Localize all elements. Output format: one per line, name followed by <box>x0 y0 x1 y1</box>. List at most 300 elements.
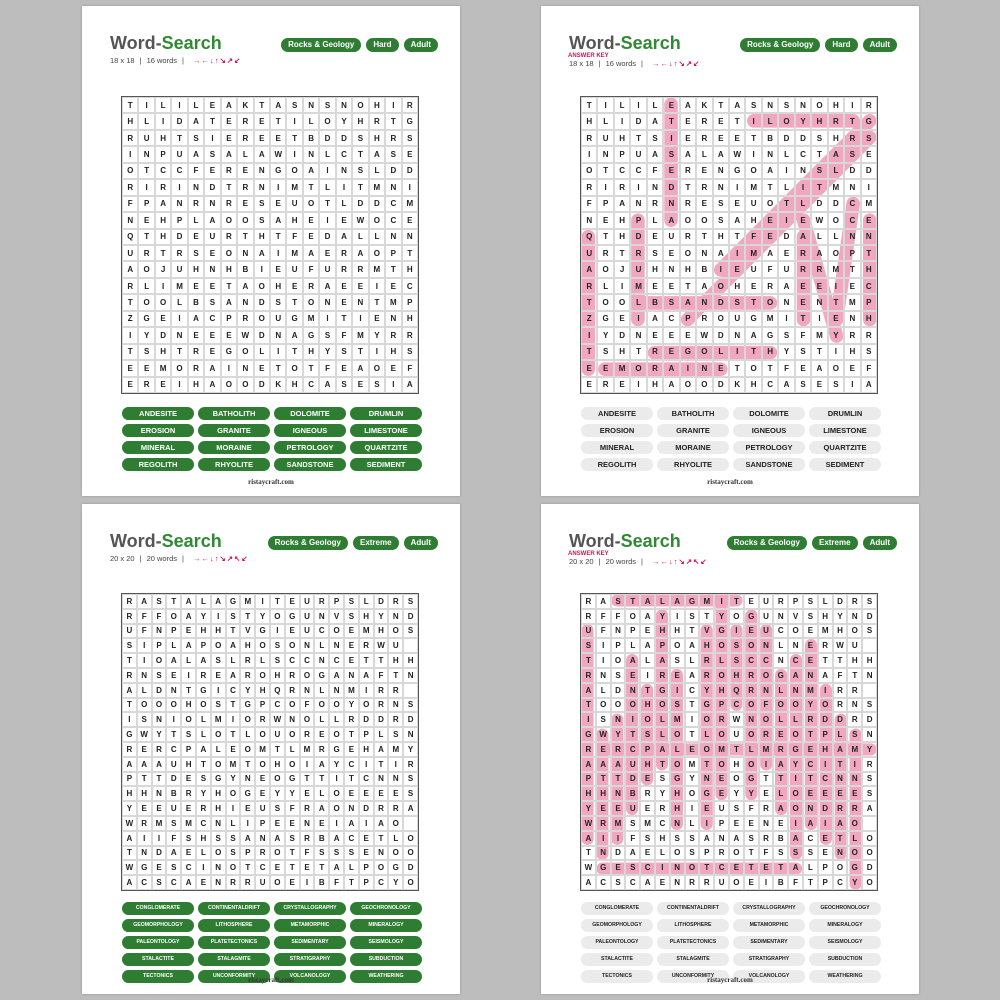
grid-cell: R <box>759 727 774 742</box>
grid-cell: L <box>640 653 655 668</box>
grid-cell: O <box>285 757 300 772</box>
grid-cell: E <box>352 278 368 294</box>
grid-cell: F <box>596 624 611 639</box>
grid-cell: R <box>795 261 811 277</box>
grid-cell: H <box>122 786 137 801</box>
grid-cell: O <box>286 163 302 179</box>
grid-cell: H <box>402 311 418 327</box>
grid-cell: T <box>171 344 187 360</box>
grid-cell: E <box>344 786 359 801</box>
grid-cell: A <box>663 212 679 228</box>
grid-cell: O <box>285 727 300 742</box>
grid-cell: L <box>388 831 403 846</box>
grid-cell: S <box>188 245 204 261</box>
grid-cell: T <box>303 179 319 195</box>
grid-cell: E <box>625 668 640 683</box>
grid-cell: H <box>655 831 670 846</box>
grid-cell: O <box>388 624 403 639</box>
grid-cell: L <box>744 742 759 757</box>
grid-cell: M <box>286 245 302 261</box>
grid-cell: T <box>344 772 359 787</box>
grid-cell: I <box>597 179 613 195</box>
grid-cell: O <box>171 360 187 376</box>
grid-cell: A <box>640 875 655 890</box>
grid-cell: U <box>300 609 315 624</box>
grid-cell: N <box>759 683 774 698</box>
grid-cell: E <box>614 377 630 393</box>
grid-cell: M <box>847 742 862 757</box>
grid-cell: I <box>778 163 794 179</box>
grid-cell: D <box>611 846 626 861</box>
grid-cell: E <box>614 311 630 327</box>
grid-cell: F <box>374 668 389 683</box>
grid-cell: Y <box>374 609 389 624</box>
grid-cell: R <box>795 245 811 261</box>
grid-cell: N <box>625 683 640 698</box>
grid-cell: E <box>795 212 811 228</box>
grid-cell: I <box>581 327 597 343</box>
grid-cell: S <box>319 97 335 113</box>
grid-cell: W <box>729 146 745 162</box>
grid-cell: U <box>166 757 181 772</box>
grid-cell: A <box>374 742 389 757</box>
grid-cell: E <box>811 278 827 294</box>
grid-cell: A <box>680 97 696 113</box>
grid-cell: I <box>596 831 611 846</box>
grid-cell: C <box>374 875 389 890</box>
grid-cell: L <box>166 638 181 653</box>
grid-cell: N <box>237 294 253 310</box>
grid-cell: H <box>811 113 827 129</box>
grid-cell: E <box>285 624 300 639</box>
grid-cell: E <box>181 846 196 861</box>
grid-cell: S <box>196 772 211 787</box>
grid-cell: T <box>581 698 596 713</box>
grid-cell: W <box>374 638 389 653</box>
grid-cell: S <box>663 146 679 162</box>
word-pill: CRYSTALLOGRAPHY <box>733 902 805 915</box>
grid-cell: T <box>778 196 794 212</box>
grid-cell: I <box>211 609 226 624</box>
grid-cell: O <box>729 846 744 861</box>
grid-cell: R <box>138 245 154 261</box>
grid-cell: A <box>640 638 655 653</box>
grid-cell: N <box>861 229 877 245</box>
grid-cell: O <box>745 360 761 376</box>
grid-cell: B <box>237 261 253 277</box>
grid-cell: O <box>285 698 300 713</box>
grid-cell: P <box>818 860 833 875</box>
grid-cell: U <box>581 624 596 639</box>
grid-cell: T <box>581 294 597 310</box>
grid-cell: T <box>122 698 137 713</box>
grid-cell: S <box>713 196 729 212</box>
grid-cell: O <box>122 163 138 179</box>
grid-cell: S <box>625 816 640 831</box>
grid-cell: T <box>402 245 418 261</box>
grid-cell: N <box>696 294 712 310</box>
word-pill: MORAINE <box>657 441 729 454</box>
grid-cell: C <box>303 377 319 393</box>
grid-cell: O <box>828 360 844 376</box>
grid-cell: A <box>581 683 596 698</box>
grid-cell: N <box>862 727 877 742</box>
grid-cell: E <box>270 261 286 277</box>
grid-cell: N <box>713 179 729 195</box>
grid-cell: V <box>699 624 714 639</box>
grid-cell: E <box>581 360 597 376</box>
grid-cell: N <box>152 786 167 801</box>
grid-cell: N <box>611 712 626 727</box>
grid-cell: A <box>314 801 329 816</box>
site-footer: ristaycraft.com <box>707 976 753 984</box>
grid-cell: N <box>211 860 226 875</box>
grid-cell: T <box>803 772 818 787</box>
grid-cell: F <box>581 196 597 212</box>
grid-cell: E <box>314 727 329 742</box>
grid-cell: T <box>828 294 844 310</box>
grid-cell: W <box>137 727 152 742</box>
grid-cell: O <box>240 712 255 727</box>
grid-cell: S <box>226 831 241 846</box>
grid-cell: R <box>255 712 270 727</box>
grid-cell: I <box>137 638 152 653</box>
grid-cell: R <box>696 311 712 327</box>
grid-cell: E <box>303 229 319 245</box>
grid-cell: I <box>778 212 794 228</box>
grid-cell: D <box>385 163 401 179</box>
grid-cell: N <box>152 712 167 727</box>
grid-cell: A <box>596 757 611 772</box>
grid-cell: E <box>713 130 729 146</box>
grid-cell: O <box>226 786 241 801</box>
grid-cell: L <box>596 683 611 698</box>
grid-cell: R <box>811 261 827 277</box>
grid-cell: D <box>614 327 630 343</box>
grid-cell: A <box>196 742 211 757</box>
grid-cell: C <box>385 212 401 228</box>
grid-cell: E <box>254 113 270 129</box>
grid-cell: S <box>663 294 679 310</box>
grid-cell: I <box>729 624 744 639</box>
grid-cell: A <box>788 831 803 846</box>
grid-cell: L <box>655 594 670 609</box>
word-pill: SEDIMENT <box>809 458 881 471</box>
grid-cell: H <box>614 212 630 228</box>
grid-cell: O <box>713 311 729 327</box>
grid-cell: H <box>655 624 670 639</box>
grid-cell: P <box>699 846 714 861</box>
grid-cell: T <box>729 742 744 757</box>
grid-cell: C <box>344 757 359 772</box>
grid-cell: N <box>699 772 714 787</box>
grid-cell: L <box>344 860 359 875</box>
grid-cell: T <box>359 653 374 668</box>
grid-cell: D <box>833 594 848 609</box>
grid-cell: S <box>204 146 220 162</box>
grid-cell: U <box>204 229 220 245</box>
grid-cell: N <box>204 196 220 212</box>
grid-cell: N <box>388 609 403 624</box>
grid-cell: Y <box>714 609 729 624</box>
grid-cell: P <box>255 698 270 713</box>
word-pill: STALACTITE <box>122 953 194 966</box>
grid-cell: F <box>759 846 774 861</box>
grid-cell: L <box>314 683 329 698</box>
grid-cell: D <box>166 772 181 787</box>
grid-cell: F <box>300 698 315 713</box>
grid-cell: W <box>237 327 253 343</box>
grid-cell: T <box>744 846 759 861</box>
grid-cell: S <box>314 846 329 861</box>
grid-cell: Y <box>240 683 255 698</box>
grid-cell: S <box>352 163 368 179</box>
grid-cell: W <box>270 146 286 162</box>
grid-cell: R <box>152 742 167 757</box>
grid-cell: O <box>759 712 774 727</box>
grid-cell: E <box>773 727 788 742</box>
grid-cell: H <box>647 261 663 277</box>
grid-cell: Q <box>122 229 138 245</box>
grid-cell: D <box>155 327 171 343</box>
grid-cell: B <box>773 831 788 846</box>
grid-cell: H <box>155 229 171 245</box>
grid-cell: S <box>611 875 626 890</box>
grid-cell: R <box>314 742 329 757</box>
grid-cell: I <box>286 146 302 162</box>
grid-cell: U <box>745 196 761 212</box>
grid-cell: I <box>699 816 714 831</box>
grid-cell: L <box>714 653 729 668</box>
grid-cell: T <box>122 294 138 310</box>
grid-cell: H <box>196 831 211 846</box>
grid-cell: D <box>152 683 167 698</box>
grid-cell: A <box>204 212 220 228</box>
grid-cell: P <box>152 638 167 653</box>
word-pill: STALACTITE <box>581 953 653 966</box>
grid-cell: T <box>811 179 827 195</box>
grid-cell: Y <box>285 786 300 801</box>
grid-cell: R <box>759 801 774 816</box>
grid-cell: T <box>861 245 877 261</box>
grid-cell: D <box>861 163 877 179</box>
grid-cell: O <box>581 163 597 179</box>
grid-cell: R <box>581 609 596 624</box>
grid-cell: N <box>344 668 359 683</box>
grid-cell: G <box>240 698 255 713</box>
grid-cell: T <box>699 609 714 624</box>
grid-cell: R <box>844 327 860 343</box>
grid-cell: E <box>155 377 171 393</box>
word-pill: GRANITE <box>657 424 729 437</box>
grid-cell: P <box>385 245 401 261</box>
grid-cell: F <box>833 668 848 683</box>
grid-cell: S <box>862 786 877 801</box>
grid-cell: C <box>166 875 181 890</box>
grid-cell: O <box>744 757 759 772</box>
grid-cell: A <box>611 757 626 772</box>
letter-grid <box>121 96 419 394</box>
grid-cell: D <box>713 294 729 310</box>
grid-cell: A <box>270 97 286 113</box>
grid-cell: I <box>388 757 403 772</box>
badge-audience: Adult <box>404 38 438 52</box>
grid-cell: N <box>847 772 862 787</box>
grid-cell: T <box>759 772 774 787</box>
grid-cell: O <box>680 377 696 393</box>
grid-cell: W <box>596 727 611 742</box>
grid-cell: B <box>762 130 778 146</box>
grid-cell: H <box>581 113 597 129</box>
grid-cell: R <box>388 712 403 727</box>
grid-cell: O <box>254 278 270 294</box>
grid-cell: A <box>181 609 196 624</box>
grid-cell: O <box>329 624 344 639</box>
grid-cell: R <box>122 742 137 757</box>
grid-cell: U <box>729 311 745 327</box>
grid-cell: L <box>374 727 389 742</box>
grid-cell: S <box>828 377 844 393</box>
grid-cell: C <box>625 742 640 757</box>
grid-cell: S <box>861 344 877 360</box>
grid-cell: N <box>171 196 187 212</box>
grid-cell: I <box>359 683 374 698</box>
grid-cell: I <box>152 831 167 846</box>
grid-cell: R <box>344 712 359 727</box>
grid-cell: N <box>788 683 803 698</box>
grid-cell: E <box>237 163 253 179</box>
grid-cell: E <box>818 786 833 801</box>
grid-cell: R <box>828 113 844 129</box>
grid-cell: R <box>255 846 270 861</box>
grid-cell: O <box>152 653 167 668</box>
grid-cell: H <box>255 683 270 698</box>
grid-cell: E <box>844 360 860 376</box>
grid-cell: F <box>611 609 626 624</box>
grid-cell: N <box>630 196 646 212</box>
grid-cell: E <box>204 163 220 179</box>
grid-cell: N <box>403 668 418 683</box>
grid-cell: S <box>254 196 270 212</box>
grid-cell: D <box>402 163 418 179</box>
grid-cell: S <box>344 594 359 609</box>
grid-cell: S <box>803 609 818 624</box>
grid-cell: N <box>204 261 220 277</box>
grid-cell: U <box>778 261 794 277</box>
grid-cell: E <box>680 327 696 343</box>
grid-cell: E <box>640 772 655 787</box>
grid-cell: G <box>226 594 241 609</box>
grid-cell: P <box>255 816 270 831</box>
grid-cell: I <box>778 311 794 327</box>
grid-cell: S <box>596 712 611 727</box>
grid-cell: M <box>300 742 315 757</box>
grid-cell: A <box>729 212 745 228</box>
grid-cell: F <box>759 698 774 713</box>
grid-cell: U <box>319 261 335 277</box>
grid-cell: Y <box>196 786 211 801</box>
grid-cell: L <box>211 742 226 757</box>
grid-cell: H <box>254 229 270 245</box>
grid-cell: A <box>828 146 844 162</box>
grid-cell: Q <box>270 683 285 698</box>
grid-cell: L <box>655 846 670 861</box>
grid-cell: D <box>403 860 418 875</box>
word-pill: LIMESTONE <box>809 424 881 437</box>
grid-cell: S <box>388 727 403 742</box>
grid-cell: M <box>844 294 860 310</box>
word-pill: PLATETECTONICS <box>198 936 270 949</box>
grid-cell: I <box>759 757 774 772</box>
grid-cell: R <box>581 130 597 146</box>
grid-cell: F <box>166 831 181 846</box>
grid-cell: T <box>685 727 700 742</box>
grid-cell: R <box>122 278 138 294</box>
grid-cell: E <box>745 278 761 294</box>
grid-cell: T <box>833 757 848 772</box>
grid-cell: H <box>211 786 226 801</box>
grid-cell: A <box>303 245 319 261</box>
grid-cell: A <box>240 831 255 846</box>
grid-cell: R <box>596 816 611 831</box>
grid-cell: T <box>729 360 745 376</box>
grid-cell: N <box>388 698 403 713</box>
grid-cell: T <box>833 831 848 846</box>
grid-cell: I <box>729 344 745 360</box>
badge-difficulty: Hard <box>825 38 857 52</box>
grid-cell: D <box>833 712 848 727</box>
grid-cell: U <box>759 624 774 639</box>
grid-cell: O <box>685 786 700 801</box>
grid-cell: S <box>226 609 241 624</box>
grid-cell: T <box>655 757 670 772</box>
grid-cell: L <box>713 344 729 360</box>
grid-cell: S <box>403 698 418 713</box>
grid-cell: N <box>319 294 335 310</box>
grid-cell: Y <box>270 786 285 801</box>
grid-cell: B <box>773 875 788 890</box>
grid-cell: R <box>655 801 670 816</box>
grid-cell: I <box>640 668 655 683</box>
grid-cell: G <box>221 344 237 360</box>
grid-cell: T <box>385 261 401 277</box>
grid-cell: R <box>374 683 389 698</box>
grid-cell: K <box>270 377 286 393</box>
grid-cell: E <box>285 594 300 609</box>
grid-cell: F <box>336 327 352 343</box>
grid-cell: S <box>847 727 862 742</box>
grid-cell: O <box>714 668 729 683</box>
grid-cell: R <box>122 668 137 683</box>
grid-cell: R <box>122 609 137 624</box>
grid-cell: S <box>729 653 744 668</box>
grid-cell: C <box>759 653 774 668</box>
grid-cell: O <box>759 668 774 683</box>
grid-cell: R <box>285 668 300 683</box>
grid-cell: F <box>137 609 152 624</box>
grid-cell: A <box>329 860 344 875</box>
grid-cell: T <box>611 772 626 787</box>
grid-cell: E <box>336 360 352 376</box>
grid-cell: G <box>581 727 596 742</box>
grid-cell: R <box>640 786 655 801</box>
grid-cell: H <box>818 742 833 757</box>
grid-cell: N <box>254 179 270 195</box>
grid-cell: T <box>685 624 700 639</box>
grid-cell: E <box>226 742 241 757</box>
grid-cell: N <box>303 97 319 113</box>
grid-cell: H <box>181 698 196 713</box>
